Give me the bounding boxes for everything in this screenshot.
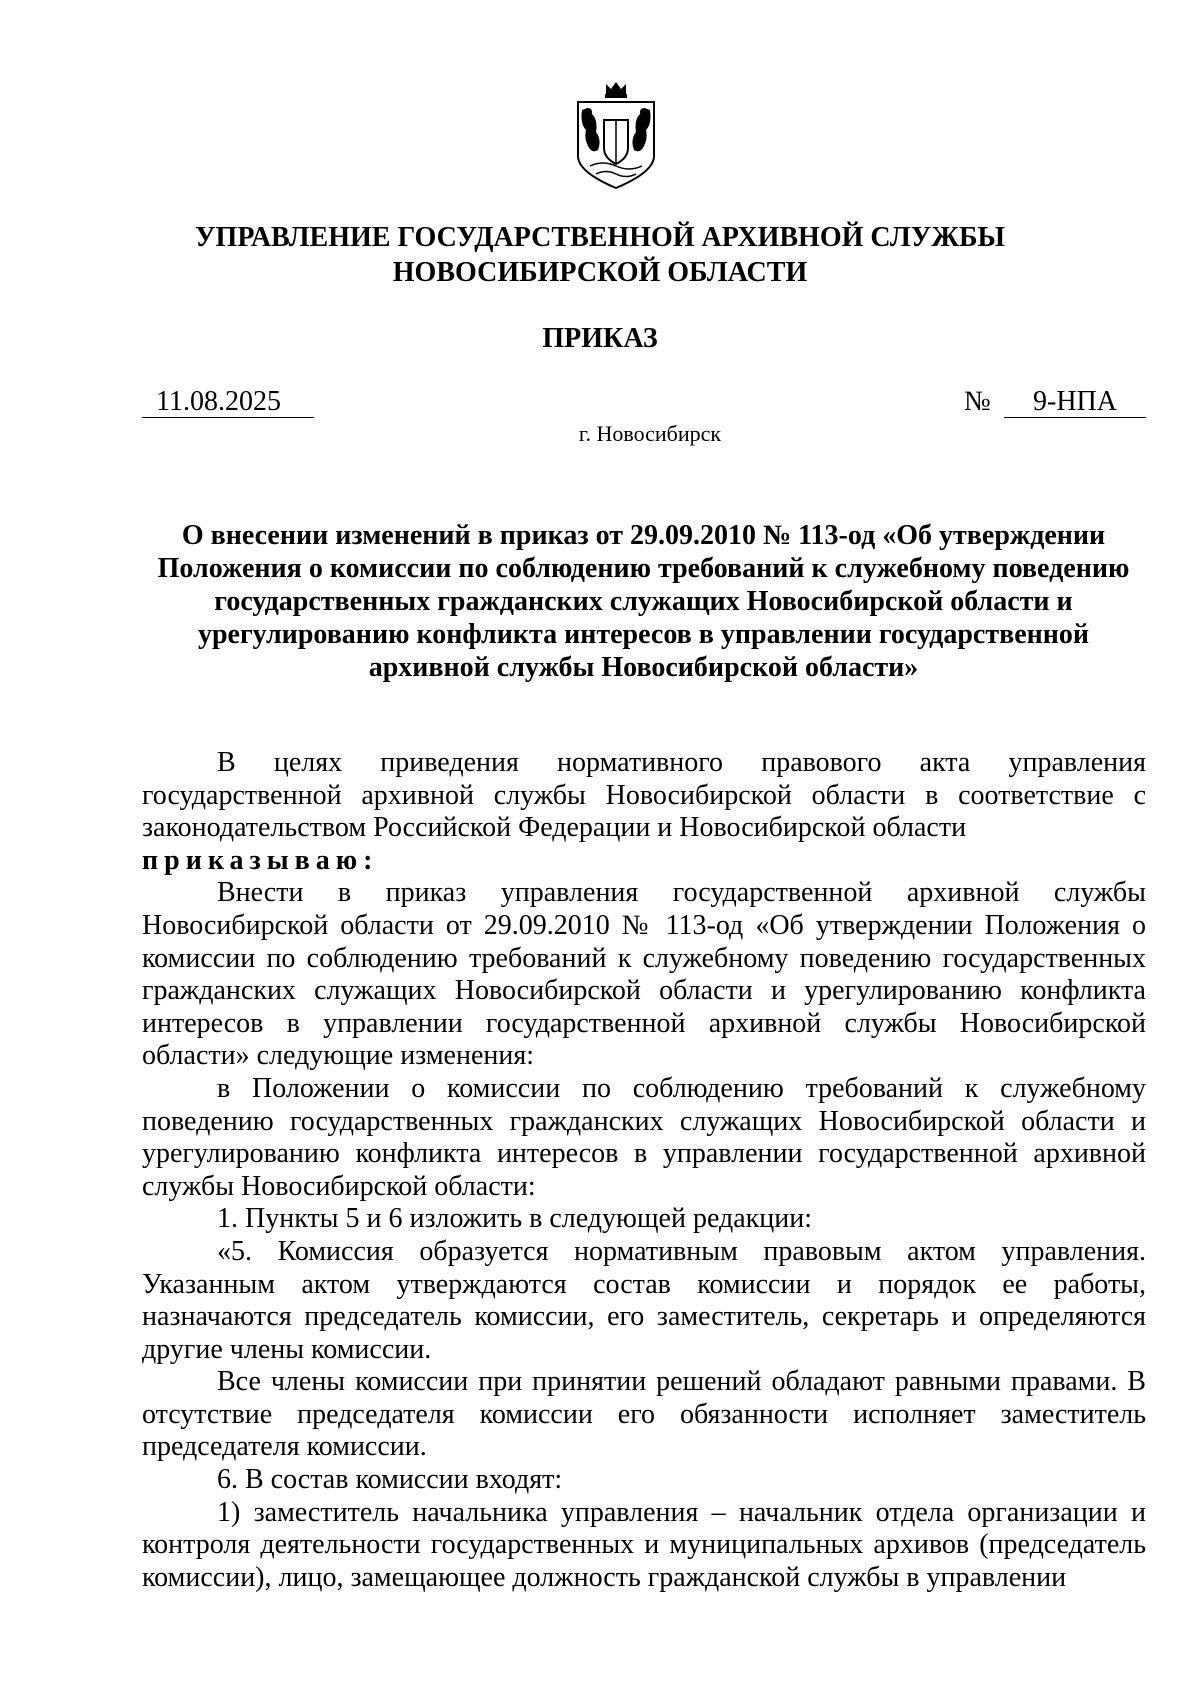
document-number: 9-НПА	[1004, 387, 1146, 418]
coat-of-arms-icon	[576, 80, 656, 192]
city: г. Новосибирск	[578, 421, 722, 446]
paragraph-item-6: 6. В состав комиссии входят:	[217, 1464, 563, 1496]
paragraph-preamble: В целях приведения нормативного правового акта управления государственной архивной службы Новосибирской области в соответствие с законодательством Российской Федерации и Новосибирской области	[142, 747, 1146, 844]
paragraph-item-1: 1. Пункты 5 и 6 изложить в следующей редакции:	[217, 1203, 813, 1235]
organization-name	[0, 220, 1200, 290]
document-date: 11.08.2025	[142, 387, 314, 418]
document-body	[142, 747, 1146, 1594]
title-line: архивной службы Новосибирской области»	[368, 652, 919, 683]
paragraph-subitem-1: 1) заместитель начальника управления – начальник отдела организации и контроля деятельности государственных и муниципальных архивов (председатель комиссии), лицо, замещающее должность гражданской службы в управлении	[142, 1496, 1146, 1593]
org-line-1: УПРАВЛЕНИЕ ГОСУДАРСТВЕННОЙ АРХИВНОЙ СЛУЖБЫ	[194, 222, 1006, 253]
document-type: ПРИКАЗ	[542, 323, 658, 354]
title-line: Положения о комиссии по соблюдению требований к служебному поведению	[157, 553, 1130, 584]
document-title	[140, 519, 1147, 684]
order-word-text: приказываю:	[142, 844, 379, 876]
title-line: государственных гражданских служащих Новосибирской области и	[214, 586, 1073, 617]
title-line: О внесении изменений в приказ от 29.09.2010 № 113-од «Об утверждении	[181, 520, 1106, 551]
paragraph-regulation: в Положении о комиссии по соблюдению требований к служебному поведению государственных гражданских служащих Новосибирской области и урегулированию конфликта интересов в управлении государственной архивной службы Новосибирской области:	[142, 1072, 1146, 1202]
paragraph-item-5: «5. Комиссия образуется нормативным правовым актом управления. Указанным актом утверждаются состав комиссии и порядок ее работы, назначаются председатель комиссии, его заместитель, секретарь и определяются другие члены комиссии.	[142, 1235, 1146, 1365]
title-line: урегулированию конфликта интересов в управлении государственной	[197, 619, 1090, 650]
org-line-2: НОВОСИБИРСКОЙ ОБЛАСТИ	[392, 257, 808, 288]
paragraph-amend: Внести в приказ управления государственной архивной службы Новосибирской области от 29.09.2010 № 113-од «Об утверждении Положения о комиссии по соблюдению требований к служебному поведению государственных гражданских служащих Новосибирской области и урегулированию конфликта интересов в управлении государственной архивной службы Новосибирской области» следующие изменения:	[142, 877, 1146, 1072]
number-label: №	[964, 386, 991, 417]
paragraph-equal-rights: Все члены комиссии при принятии решений обладают равными правами. В отсутствие председателя комиссии его обязанности исполняет заместитель председателя комиссии.	[142, 1366, 1146, 1463]
order-word	[142, 845, 1146, 878]
